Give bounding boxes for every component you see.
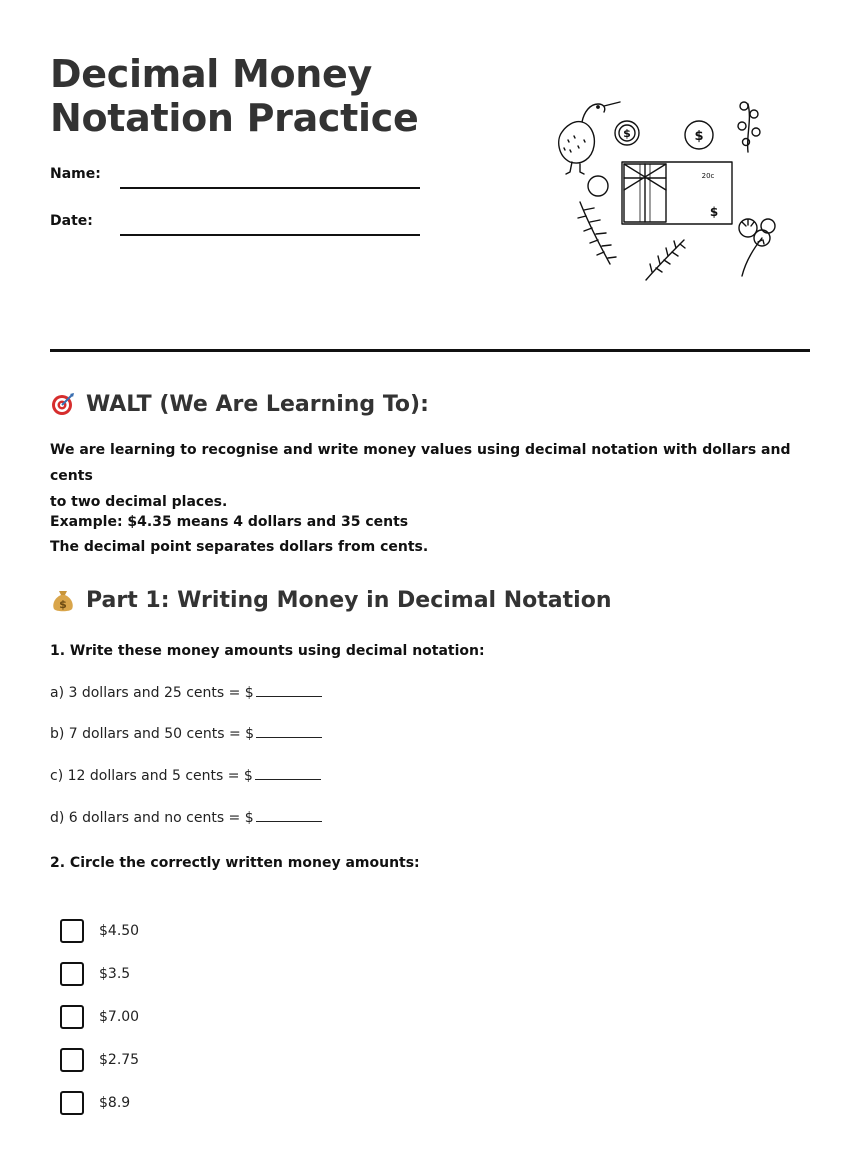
item-text: d) 6 dollars and no cents = $ (50, 810, 254, 826)
question-2-prompt: 2. Circle the correctly written money amounts: (50, 855, 420, 871)
option-checkbox[interactable] (60, 1048, 84, 1072)
answer-blank[interactable] (256, 685, 322, 697)
walt-description (50, 437, 810, 515)
walt-line-2: to two decimal places. (50, 494, 228, 510)
option-row[interactable] (60, 1005, 139, 1029)
walt-line-1: We are learning to recognise and write money values using decimal notation with dollars and cents (50, 442, 791, 484)
option-checkbox[interactable] (60, 919, 84, 943)
name-field[interactable] (120, 187, 420, 189)
nz-money-illustration (548, 92, 788, 292)
title-line-1: Decimal Money (50, 52, 372, 96)
question-1-item-b (50, 726, 322, 742)
answer-blank[interactable] (255, 768, 321, 780)
banknote-icon (622, 162, 732, 224)
name-label: Name: (50, 166, 101, 182)
walt-heading-text: WALT (We Are Learning To): (86, 391, 429, 417)
question-1-item-c (50, 768, 321, 784)
option-row[interactable] (60, 962, 130, 986)
option-checkbox[interactable] (60, 1005, 84, 1029)
option-label: $2.75 (99, 1052, 140, 1068)
item-text: a) 3 dollars and 25 cents = $ (50, 685, 254, 701)
option-label: $8.9 (99, 1095, 131, 1111)
plain-coin-icon (588, 176, 608, 196)
svg-text:$: $ (694, 129, 704, 144)
coin-icon (685, 121, 713, 149)
example-line-2: The decimal point separates dollars from cents. (50, 539, 429, 555)
option-row[interactable] (60, 1048, 139, 1072)
fern-icon (646, 240, 685, 280)
answer-blank[interactable] (256, 726, 322, 738)
question-1-item-d (50, 810, 322, 826)
date-field[interactable] (120, 234, 420, 236)
flower-icon (739, 219, 775, 276)
item-text: b) 7 dollars and 50 cents = $ (50, 726, 255, 742)
kiwi-bird-icon (559, 102, 620, 174)
svg-text:$: $ (709, 205, 719, 219)
header-divider (50, 349, 810, 352)
option-row[interactable] (60, 1091, 130, 1115)
option-label: $4.50 (99, 923, 140, 939)
answer-blank[interactable] (256, 810, 322, 822)
target-icon (50, 391, 76, 417)
title-line-2: Notation Practice (50, 96, 419, 140)
fern-icon (578, 202, 616, 264)
option-checkbox[interactable] (60, 1091, 84, 1115)
part1-heading-text: Part 1: Writing Money in Decimal Notation (86, 587, 612, 613)
option-checkbox[interactable] (60, 962, 84, 986)
page-title (50, 52, 470, 140)
option-label: $3.5 (99, 966, 131, 982)
money-bag-icon (50, 587, 76, 613)
walt-example (50, 510, 810, 560)
question-1-prompt: 1. Write these money amounts using decimal notation: (50, 643, 485, 659)
svg-text:$: $ (59, 598, 67, 611)
option-row[interactable] (60, 919, 139, 943)
svg-text:$: $ (623, 127, 631, 140)
flower-sprig-icon (738, 102, 760, 152)
item-text: c) 12 dollars and 5 cents = $ (50, 768, 253, 784)
coin-icon (615, 121, 639, 145)
question-1-item-a (50, 685, 322, 701)
date-label: Date: (50, 213, 93, 229)
svg-text:20c: 20c (701, 172, 715, 180)
example-line-1: Example: $4.35 means 4 dollars and 35 cents (50, 514, 409, 530)
walt-heading (50, 391, 429, 417)
part1-heading (50, 587, 611, 613)
option-label: $7.00 (99, 1009, 140, 1025)
